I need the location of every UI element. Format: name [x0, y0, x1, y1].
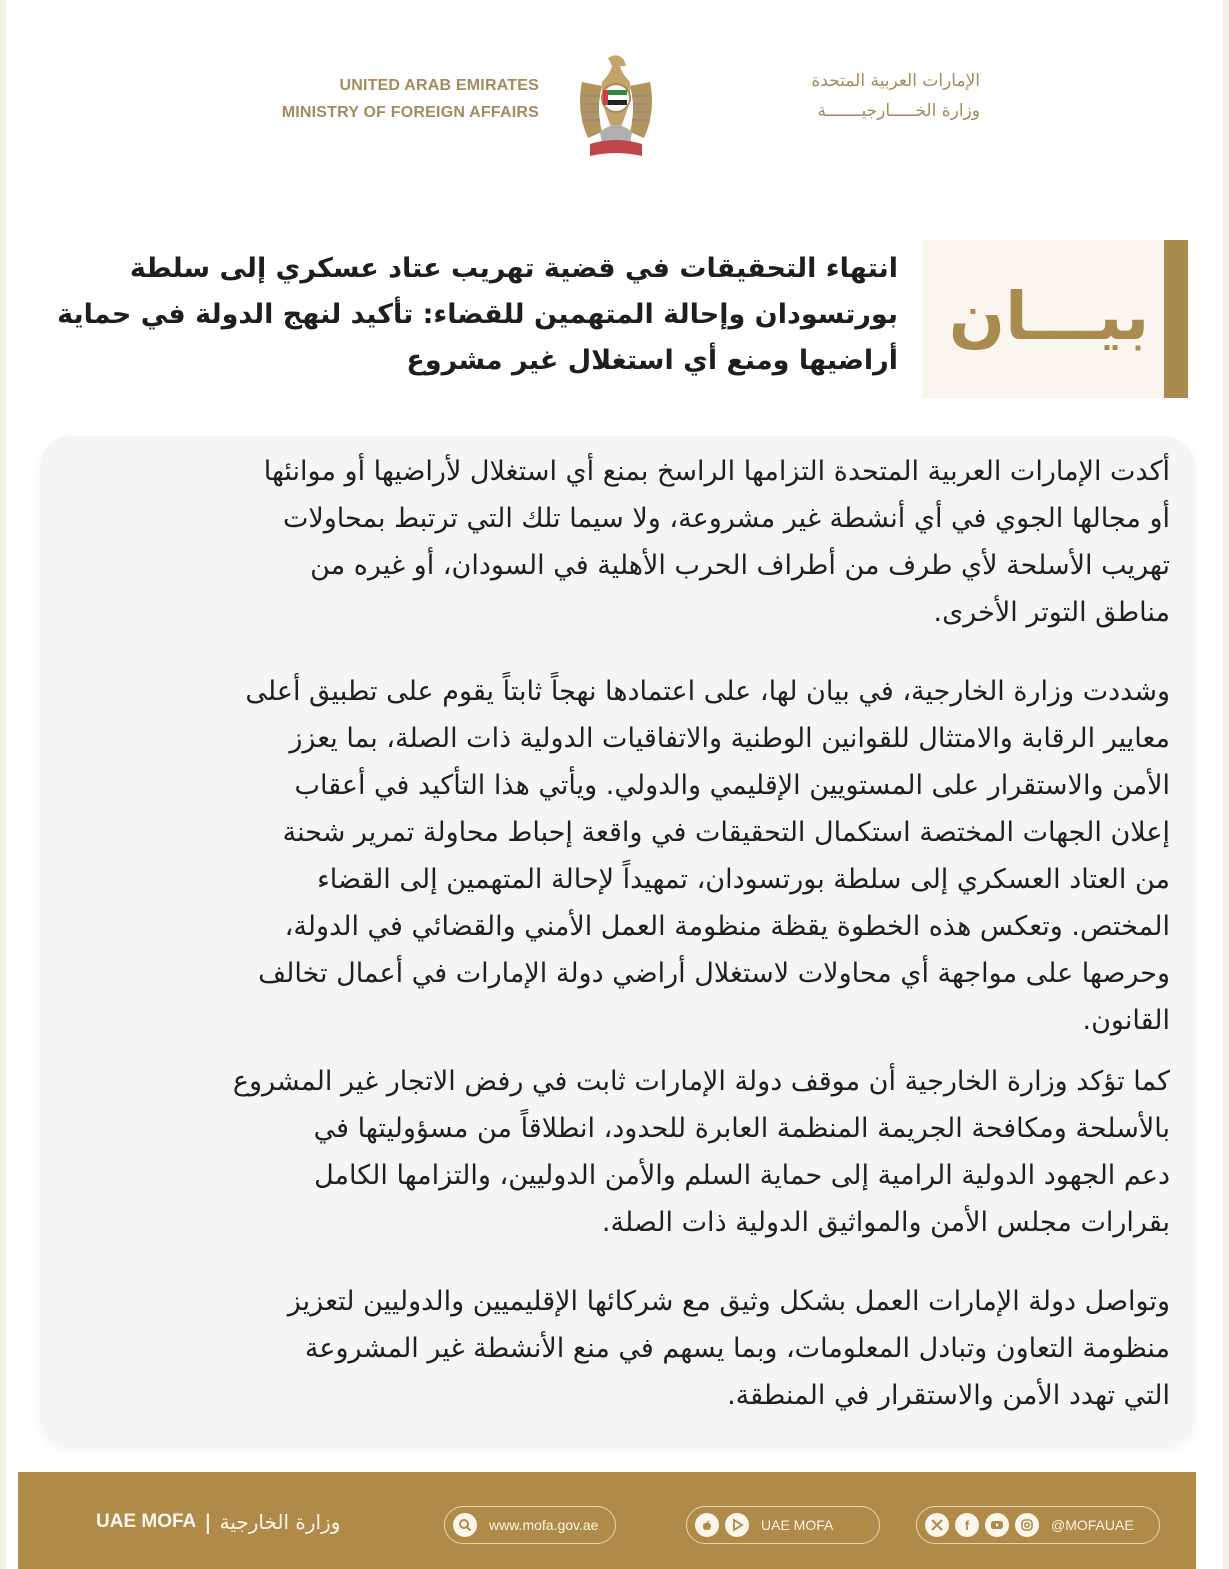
title-line: بورتسودان وإحالة المتهمين للقضاء: تأكيد لنهج الدولة في حماية: [57, 299, 898, 330]
accent-bar: [1164, 240, 1188, 398]
ministry-name-arabic: [688, 66, 980, 126]
website-url: www.mofa.gov.ae: [489, 1517, 599, 1533]
statement-label: بيـــان: [948, 278, 1150, 355]
country-name-ar: الإمارات العربية المتحدة: [811, 71, 980, 91]
youtube-icon[interactable]: [985, 1513, 1009, 1537]
text-line: تهريب الأسلحة لأي طرف من أطراف الحرب الأهلية في السودان، أو غيره من: [310, 550, 1170, 581]
ministry-name-ar: وزارة الخـــــارجيـــــــة: [817, 101, 980, 121]
facebook-icon[interactable]: f: [955, 1513, 979, 1537]
text-line: بقرارات مجلس الأمن والمواثيق الدولية ذات الصلة.: [601, 1207, 1170, 1238]
app-name: UAE MOFA: [761, 1517, 834, 1533]
x-icon[interactable]: [925, 1513, 949, 1537]
text-line: وتواصل دولة الإمارات العمل بشكل وثيق مع شركائها الإقليميين والدوليين لتعزيز: [287, 1286, 1170, 1317]
text-line: أكدت الإمارات العربية المتحدة التزامها الراسخ بمنع أي استغلال لأراضيها أو موانئها: [263, 456, 1170, 487]
text-line: من العتاد العسكري إلى سلطة بورتسودان، تمهيداً لإحالة المتهمين إلى القضاء: [317, 864, 1170, 895]
social-links[interactable]: [916, 1506, 1160, 1544]
statement-label-box: [922, 240, 1188, 398]
title-line: أراضيها ومنع أي استغلال غير مشروع: [406, 345, 898, 376]
text-line: المختص. وتعكس هذه الخطوة يقظة منظومة العمل الأمني والقضائي في الدولة،: [284, 911, 1170, 942]
letterhead: [6, 0, 1223, 190]
text-line: معايير الرقابة والامتثال للقوانين الوطنية والاتفاقيات الدولية ذات الصلة، بما يعزز: [289, 723, 1170, 754]
text-line: أو مجالها الجوي في أي أنشطة غير مشروعة، ولا سيما تلك التي ترتبط بمحاولات: [282, 503, 1170, 534]
website-link[interactable]: [444, 1506, 616, 1544]
text-line: دعم الجهود الدولية الرامية إلى حماية السلم والأمن الدوليين، والتزامها الكامل: [314, 1160, 1170, 1191]
brand-separator: |: [204, 1510, 212, 1534]
app-links[interactable]: [686, 1506, 880, 1544]
text-line: الأمن والاستقرار على المستويين الإقليمي والدولي. ويأتي هذا التأكيد في أعقاب: [294, 770, 1170, 801]
statement-body: [40, 436, 1195, 1446]
apple-icon[interactable]: [695, 1513, 719, 1537]
paragraph-3: [70, 1058, 1170, 1246]
paragraph-4: [70, 1278, 1170, 1419]
google-play-icon[interactable]: [725, 1513, 749, 1537]
country-name-en: UNITED ARAB EMIRATES: [339, 77, 539, 94]
text-line: كما تؤكد وزارة الخارجية أن موقف دولة الإمارات ثابت في رفض الاتجار غير المشروع: [232, 1066, 1170, 1097]
statement-title: [57, 246, 898, 384]
paragraph-1: [70, 448, 1170, 636]
search-icon: [453, 1513, 477, 1537]
ministry-name-english: [282, 72, 539, 126]
text-line: منظومة التعاون وتبادل المعلومات، وبما يسهم في منع الأنشطة غير المشروعة: [304, 1333, 1170, 1364]
title-block: [6, 236, 1223, 402]
uae-emblem-icon: [572, 52, 660, 164]
text-line: وشددت وزارة الخارجية، في بيان لها، على اعتمادها نهجاً ثابتاً يقوم على تطبيق أعلى: [245, 676, 1170, 707]
brand-english: UAE MOFA: [96, 1511, 197, 1532]
text-line: إعلان الجهات المختصة استكمال التحقيقات في واقعة إحباط محاولة تمرير شحنة: [282, 817, 1170, 848]
instagram-icon[interactable]: [1015, 1513, 1039, 1537]
text-line: وحرصها على مواجهة أي محاولات لاستغلال أراضي دولة الإمارات في أعمال تخالف: [258, 958, 1170, 989]
footer-brand: [96, 1502, 340, 1542]
brand-arabic: وزارة الخارجية: [219, 1510, 341, 1534]
title-line: انتهاء التحقيقات في قضية تهريب عتاد عسكري إلى سلطة: [129, 253, 898, 284]
ministry-name-en: MINISTRY OF FOREIGN AFFAIRS: [281, 104, 539, 121]
text-line: القانون.: [1082, 1005, 1170, 1036]
statement-page: [6, 0, 1223, 1569]
paragraph-2: [70, 668, 1170, 1044]
text-line: التي تهدد الأمن والاستقرار في المنطقة.: [727, 1380, 1170, 1411]
text-line: بالأسلحة ومكافحة الجريمة المنظمة العابرة للحدود، انطلاقاً من مسؤوليتها في: [313, 1113, 1170, 1144]
text-line: مناطق التوتر الأخرى.: [933, 597, 1170, 628]
footer-bar: [18, 1472, 1196, 1569]
social-handle: @MOFAUAE: [1051, 1517, 1134, 1533]
